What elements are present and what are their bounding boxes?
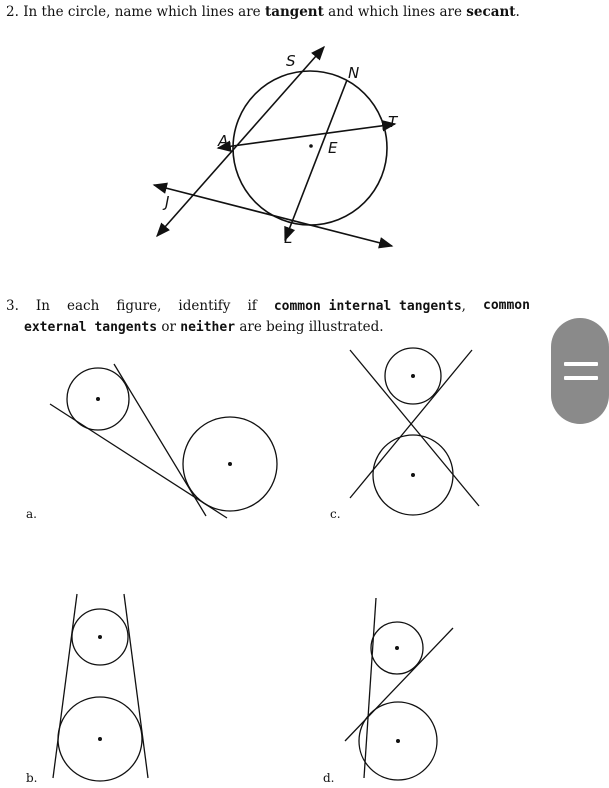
common-internal-tangents-keyword: common internal tangents xyxy=(273,299,462,314)
figure-a-large-center xyxy=(228,462,232,466)
label-J: J xyxy=(165,193,170,211)
label-E: E xyxy=(328,139,338,157)
figure-c-top-center xyxy=(411,374,415,378)
word-if: if xyxy=(247,298,257,314)
figure-b-top-center xyxy=(98,635,102,639)
word-or: or xyxy=(161,319,176,335)
subfigure-label-d: d. xyxy=(323,771,335,785)
label-L: L xyxy=(284,229,293,247)
label-T: T xyxy=(388,113,398,131)
word-identify: identify xyxy=(178,298,231,314)
question-2-period: . xyxy=(515,4,520,20)
external-tangents-keyword: external tangents xyxy=(24,320,158,335)
line-NL xyxy=(285,80,347,240)
label-N: N xyxy=(348,64,360,82)
double-bar-handle-icon-lower xyxy=(564,376,598,380)
figure-a-small-center xyxy=(96,397,100,401)
double-bar-handle-icon xyxy=(564,362,598,366)
question-2-number: 2. xyxy=(6,4,19,20)
question-3-rest: are being illustrated. xyxy=(239,319,384,335)
main-circle xyxy=(233,71,387,225)
figure-b-bottom-center xyxy=(98,737,102,741)
figure-a xyxy=(50,364,277,518)
figure-d-top-center xyxy=(395,646,399,650)
question-2-text: In the circle, name which lines are xyxy=(23,4,261,20)
word-each: each xyxy=(66,298,100,314)
subfigure-label-a: a. xyxy=(26,507,37,521)
subfigure-label-c: c. xyxy=(330,507,341,521)
floating-handle-button[interactable] xyxy=(551,318,609,424)
comma: , xyxy=(461,298,466,314)
figure-c-bottom-center xyxy=(411,473,415,477)
figure-b-tangent-left xyxy=(53,594,77,778)
figure-d-bottom-center xyxy=(396,739,400,743)
common-keyword: common xyxy=(483,298,530,313)
figure-d-tangent-2 xyxy=(345,628,453,741)
tangent-keyword: tangent xyxy=(264,4,324,20)
subfigure-label-b: b. xyxy=(26,771,38,785)
figure-a-tangent-1 xyxy=(50,404,227,518)
neither-keyword: neither xyxy=(180,320,236,335)
tangent-line-bottom xyxy=(154,185,392,246)
figure-d xyxy=(345,598,453,780)
figure-c xyxy=(350,348,479,515)
question-3-number: 3. xyxy=(6,298,19,314)
circle-center-dot xyxy=(309,144,313,148)
figure-a-tangent-2 xyxy=(114,364,206,516)
figure-b-tangent-right xyxy=(124,594,148,778)
figure-b xyxy=(53,594,148,781)
figure-c-tangent-1 xyxy=(350,350,479,506)
word-in: In xyxy=(35,298,50,314)
figure-d-tangent-1 xyxy=(364,598,376,778)
label-A: A xyxy=(218,132,229,150)
word-figure: figure, xyxy=(116,298,162,314)
secant-keyword: secant xyxy=(466,4,516,20)
question-2-text-middle: and which lines are xyxy=(328,4,462,20)
label-S: S xyxy=(286,52,296,70)
